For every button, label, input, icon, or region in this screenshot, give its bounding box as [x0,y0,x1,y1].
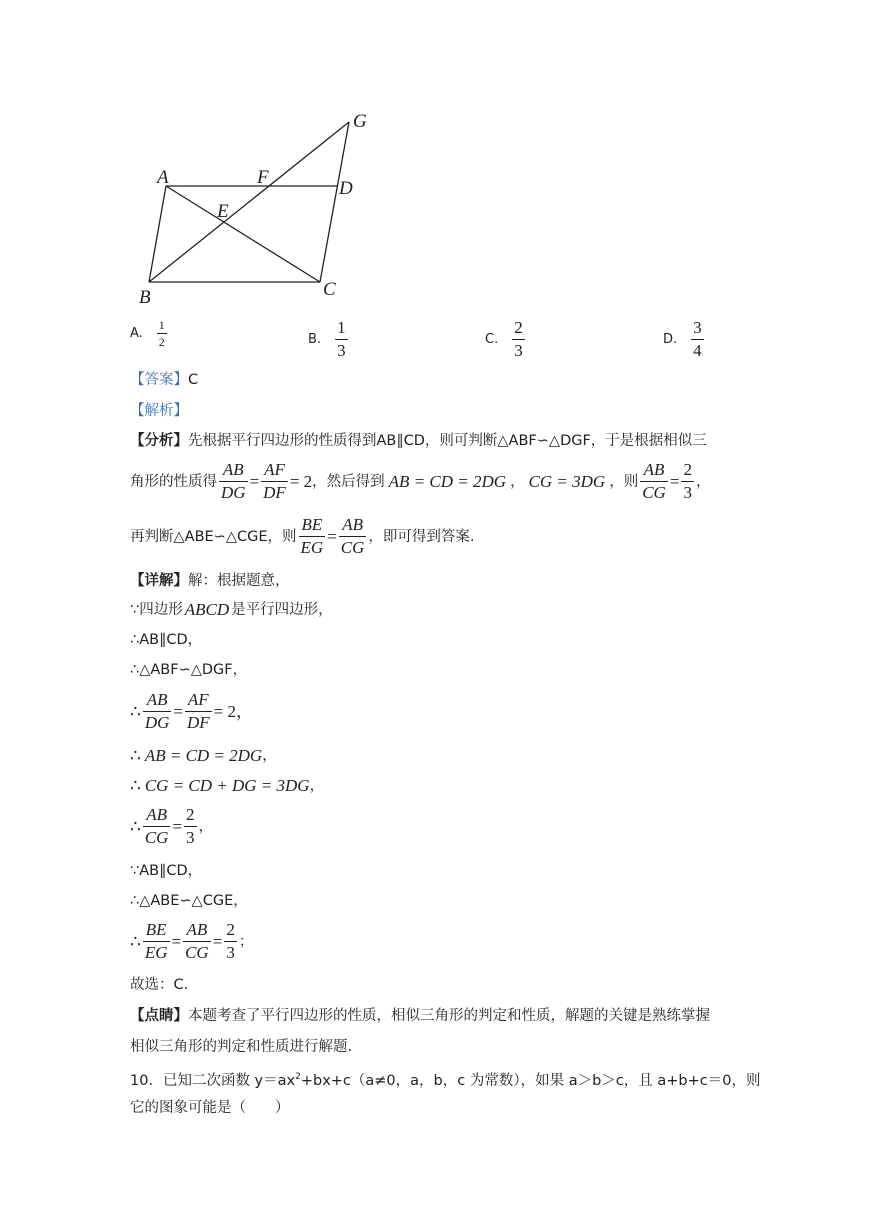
detail-step-5: ∴ AB = CD = 2DG ， [130,746,277,766]
fraction-af-df: $\frac{AF}{DF}$ [186,690,210,732]
option-b [308,318,350,361]
question-10-line-2: 它的图象可能是（ ） [130,1100,290,1116]
fenxi-line-1: 【分析】先根据平行四边形的性质得到AB∥CD，则可判断△ABF∽△DGF，于是根据相似三 [130,433,707,449]
option-fraction: $\frac{1}{3}$ [337,318,346,360]
fraction-ab-cg: $\frac{AB}{CG}$ [340,515,365,557]
detail-tag: 【详解】 [130,573,188,589]
option-letter: B. [308,331,322,347]
fraction-ab-cg: $\frac{AB}{CG}$ [642,460,666,502]
label-f: F [257,167,269,188]
detail-step-2: ∴AB∥CD， [130,632,203,648]
label-b: B [139,287,151,308]
fraction-2-3: $\frac{2}{3}$ [683,460,692,502]
label-d: D [339,178,353,199]
option-fraction: $\frac{3}{4}$ [693,318,702,360]
label-g: G [353,111,367,132]
segment-ac [166,186,320,282]
dianjing-line-1: 【点睛】本题考查了平行四边形的性质，相似三角形的判定和性质，解题的关键是熟练掌握 [130,1008,710,1024]
detail-step-4: ∴ $\frac{AB}{DG}$ = $\frac{AF}{DF}$ = 2， [130,690,253,732]
label-c: C [323,279,336,300]
fenxi-line-3: 再判断△ABE∽△CGE，则 $\frac{BE}{EG}$ = $\frac{AB}{CG}$ ，即可得到答案. [130,515,475,557]
fraction-be-eg: $\frac{BE}{EG}$ [300,515,324,557]
analysis-tag: 【解析】 [130,403,188,419]
option-letter: A. [130,325,143,341]
fenxi-tag: 【分析】 [130,433,188,449]
detail-choose: 故选：C. [130,977,189,993]
option-d [663,318,706,361]
fraction-af-df: $\frac{AF}{DF}$ [263,460,286,502]
parallelogram-figure [130,105,380,310]
option-c [485,318,527,361]
label-a: A [157,167,169,188]
answer-line [130,370,198,390]
detail-step-6: ∴ CG = CD + DG = 3DG ， [130,776,325,796]
fraction-ab-dg: $\frac{AB}{DG}$ [221,460,246,502]
fraction-be-eg: $\frac{BE}{EG}$ [144,920,168,962]
option-letter: C. [485,331,499,347]
label-e: E [217,201,229,222]
fraction-2-3: $\frac{2}{3}$ [226,920,235,962]
detail-step-9: ∴△ABE∽△CGE， [130,893,248,909]
option-a [130,318,169,349]
segment-ab [149,186,166,282]
dianjing-tag: 【点睛】 [130,1008,188,1024]
segment-cg [320,122,349,282]
fraction-2-3: $\frac{2}{3}$ [186,805,195,847]
fraction-ab-cg: $\frac{AB}{CG}$ [185,920,209,962]
detail-line-intro: 【详解】解：根据题意， [130,573,290,589]
detail-step-7: ∴ $\frac{AB}{CG}$ = $\frac{2}{3}$ ， [130,805,214,847]
option-letter: D. [663,331,678,347]
detail-step-1: ∵四边形 ABCD 是平行四边形， [130,600,333,619]
answer-value: C [188,372,199,388]
option-fraction: $\frac{1}{2}$ [158,318,165,349]
question-10-line-1: 10．已知二次函数 $y=ax^2+bx+c(a\ne 0$，a，b，c 为常数），如果 a＞b＞c，且 a+b+c＝0，则 [130,1072,761,1089]
fraction-ab-dg: $\frac{AB}{DG}$ [144,690,170,732]
option-fraction: $\frac{2}{3}$ [514,318,523,360]
detail-step-8: ∵AB∥CD， [130,863,203,879]
detail-step-3: ∴△ABF∽△DGF， [130,662,248,678]
segment-bg [149,122,349,282]
dianjing-line-2: 相似三角形的判定和性质进行解题. [130,1039,353,1055]
fraction-ab-cg: $\frac{AB}{CG}$ [144,805,169,847]
detail-step-10: ∴ $\frac{BE}{EG}$ = $\frac{AB}{CG}$ = $\frac{2}{3}$ ； [130,920,254,962]
fenxi-line-2: 角形的性质得 $\frac{AB}{DG}$ = $\frac{AF}{DF}$ = 2 ，然后得到 AB = CD = 2DG ， CG = 3DG ，则 $\frac{AB}{CG}$ = $\frac{2}{3}$ ， [130,460,711,502]
answer-tag: 【答案】 [130,372,188,388]
